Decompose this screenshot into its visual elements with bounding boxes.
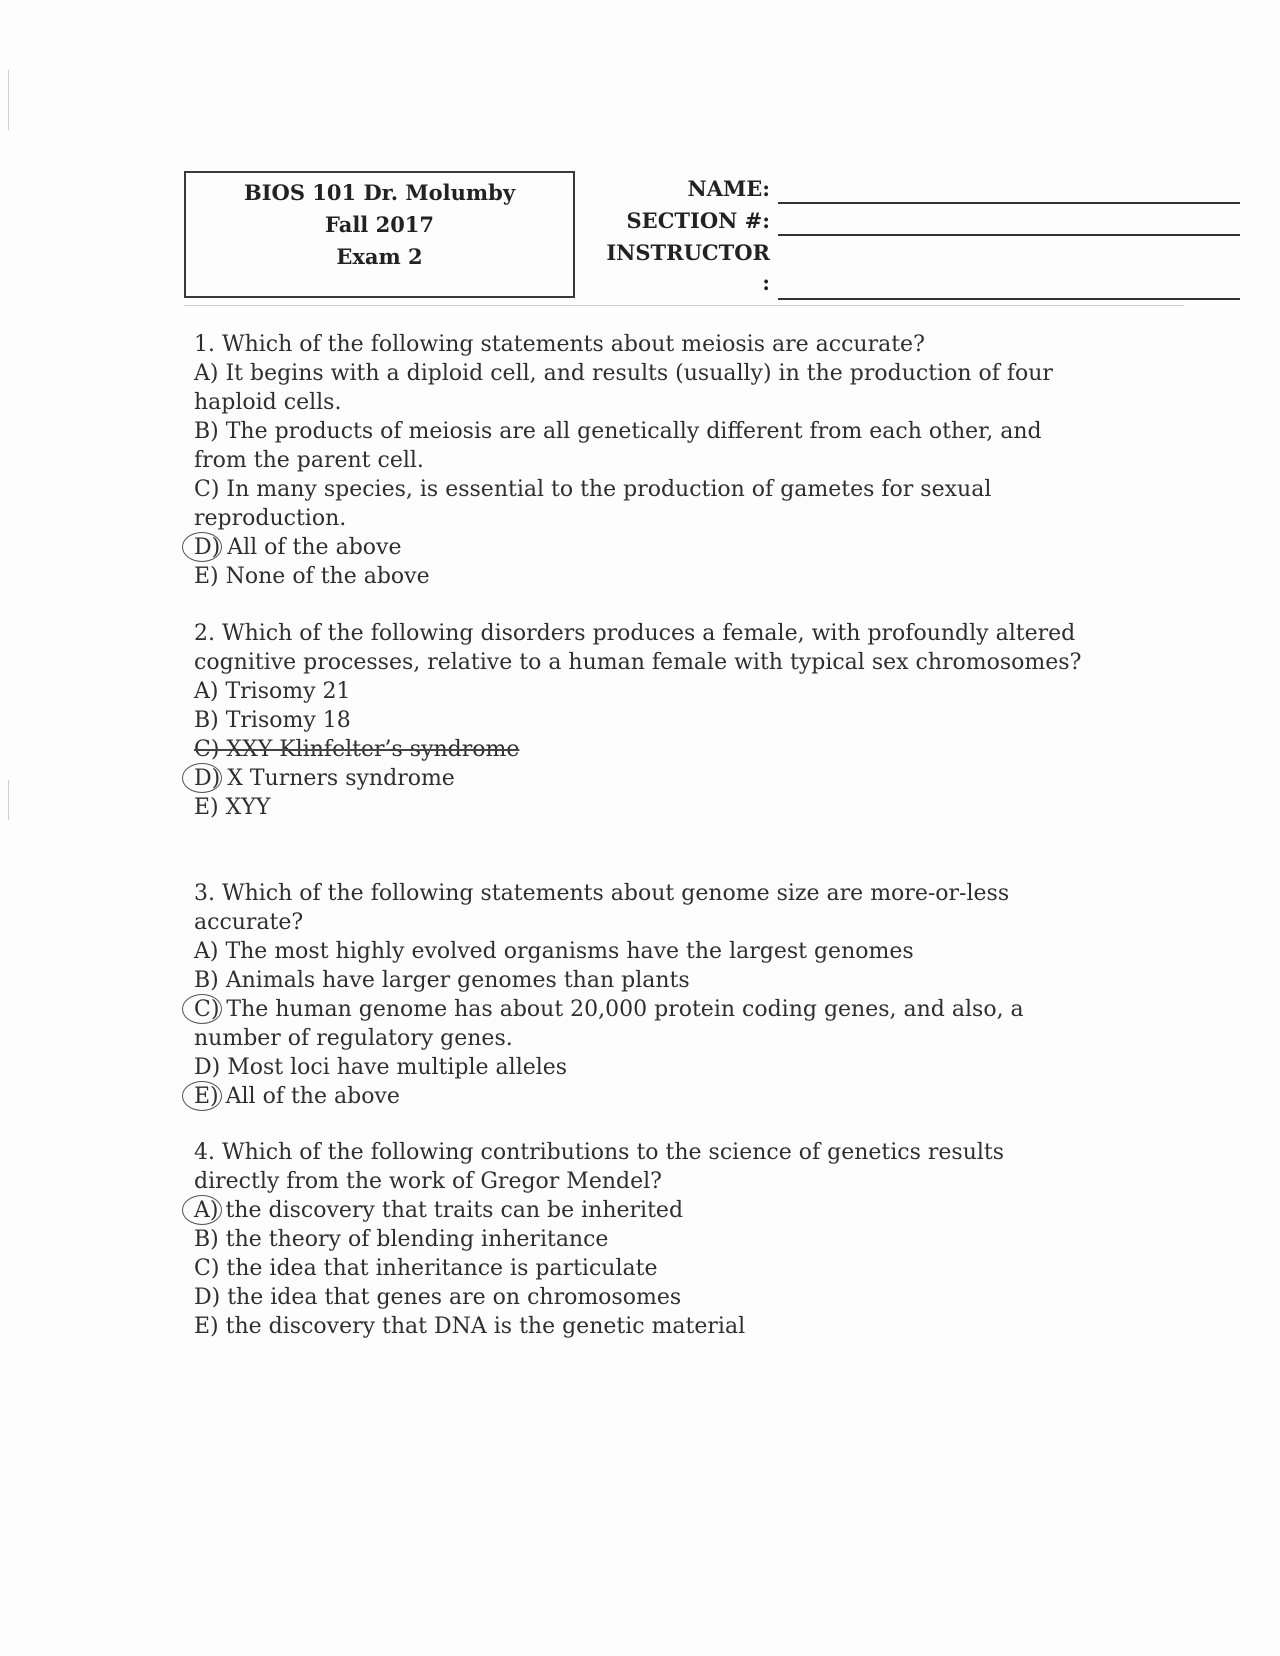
option-e[interactable]: E) the discovery that DNA is the genetic material	[194, 1314, 746, 1339]
option-a[interactable]: A) Trisomy 21	[194, 679, 351, 704]
option-c[interactable]	[194, 995, 1094, 1053]
option-b[interactable]: B) the theory of blending inheritance	[194, 1227, 609, 1252]
question-stem: 1. Which of the following statements about meiosis are accurate?	[194, 332, 925, 357]
option-d[interactable]: D) Most loci have multiple alleles	[194, 1055, 568, 1080]
option-b[interactable]: B) Animals have larger genomes than plants	[194, 968, 690, 993]
option-d-text: D) All of the above	[194, 535, 402, 560]
option-a-text: A) the discovery that traits can be inherited	[194, 1198, 684, 1223]
option-d[interactable]: D) the idea that genes are on chromosomes	[194, 1285, 682, 1310]
question-2	[194, 619, 1094, 822]
option-c-text: C) The human genome has about 20,000 protein coding genes, and also, a number of regulatory genes.	[194, 997, 1024, 1051]
section-field[interactable]	[778, 234, 1240, 236]
instructor-colon: :	[762, 270, 770, 295]
option-c[interactable]: C) XXY Klinfelter’s syndrome	[194, 737, 520, 762]
option-b[interactable]: B) Trisomy 18	[194, 708, 351, 733]
instructor-field[interactable]	[778, 298, 1240, 300]
course-title: BIOS 101 Dr. Molumby	[243, 180, 516, 205]
question-stem: 3. Which of the following statements about genome size are more-or-less accurate?	[194, 881, 1010, 935]
course-header-box	[184, 171, 575, 298]
option-c[interactable]: C) the idea that inheritance is particulate	[194, 1256, 658, 1281]
course-term: Fall 2017	[324, 212, 435, 237]
question-1	[194, 330, 1094, 591]
option-d[interactable]	[194, 764, 1094, 793]
option-a[interactable]	[194, 1196, 1094, 1225]
option-e-text: E) All of the above	[194, 1084, 400, 1109]
option-d[interactable]	[194, 533, 1094, 562]
option-b[interactable]: B) The products of meiosis are all genetically different from each other, and from the parent cell.	[194, 419, 1042, 473]
name-field[interactable]	[778, 202, 1240, 204]
option-a[interactable]: A) It begins with a diploid cell, and results (usually) in the production of four haploid cells.	[194, 361, 1053, 415]
option-c[interactable]: C) In many species, is essential to the production of gametes for sexual reproduction.	[194, 477, 992, 531]
option-d-text: D) X Turners syndrome	[194, 766, 455, 791]
name-label: NAME:	[687, 176, 770, 201]
header-divider	[184, 305, 1184, 306]
instructor-label: INSTRUCTOR	[606, 240, 770, 265]
option-a[interactable]: A) The most highly evolved organisms have the largest genomes	[194, 939, 914, 964]
option-e[interactable]: E) XYY	[194, 795, 271, 820]
scan-edge-mark	[8, 70, 9, 130]
scan-edge-mark	[8, 780, 9, 820]
question-3	[194, 879, 1094, 1111]
question-stem: 2. Which of the following disorders produces a female, with profoundly altered cognitive processes, relative to a human female with typical sex chromosomes?	[194, 621, 1082, 675]
section-label: SECTION #:	[626, 208, 770, 233]
option-e[interactable]	[194, 1082, 1094, 1111]
exam-title: Exam 2	[336, 244, 423, 269]
option-e[interactable]: E) None of the above	[194, 564, 430, 589]
question-4	[194, 1138, 1094, 1341]
question-stem: 4. Which of the following contributions to the science of genetics results directly from the work of Gregor Mendel?	[194, 1140, 1005, 1194]
